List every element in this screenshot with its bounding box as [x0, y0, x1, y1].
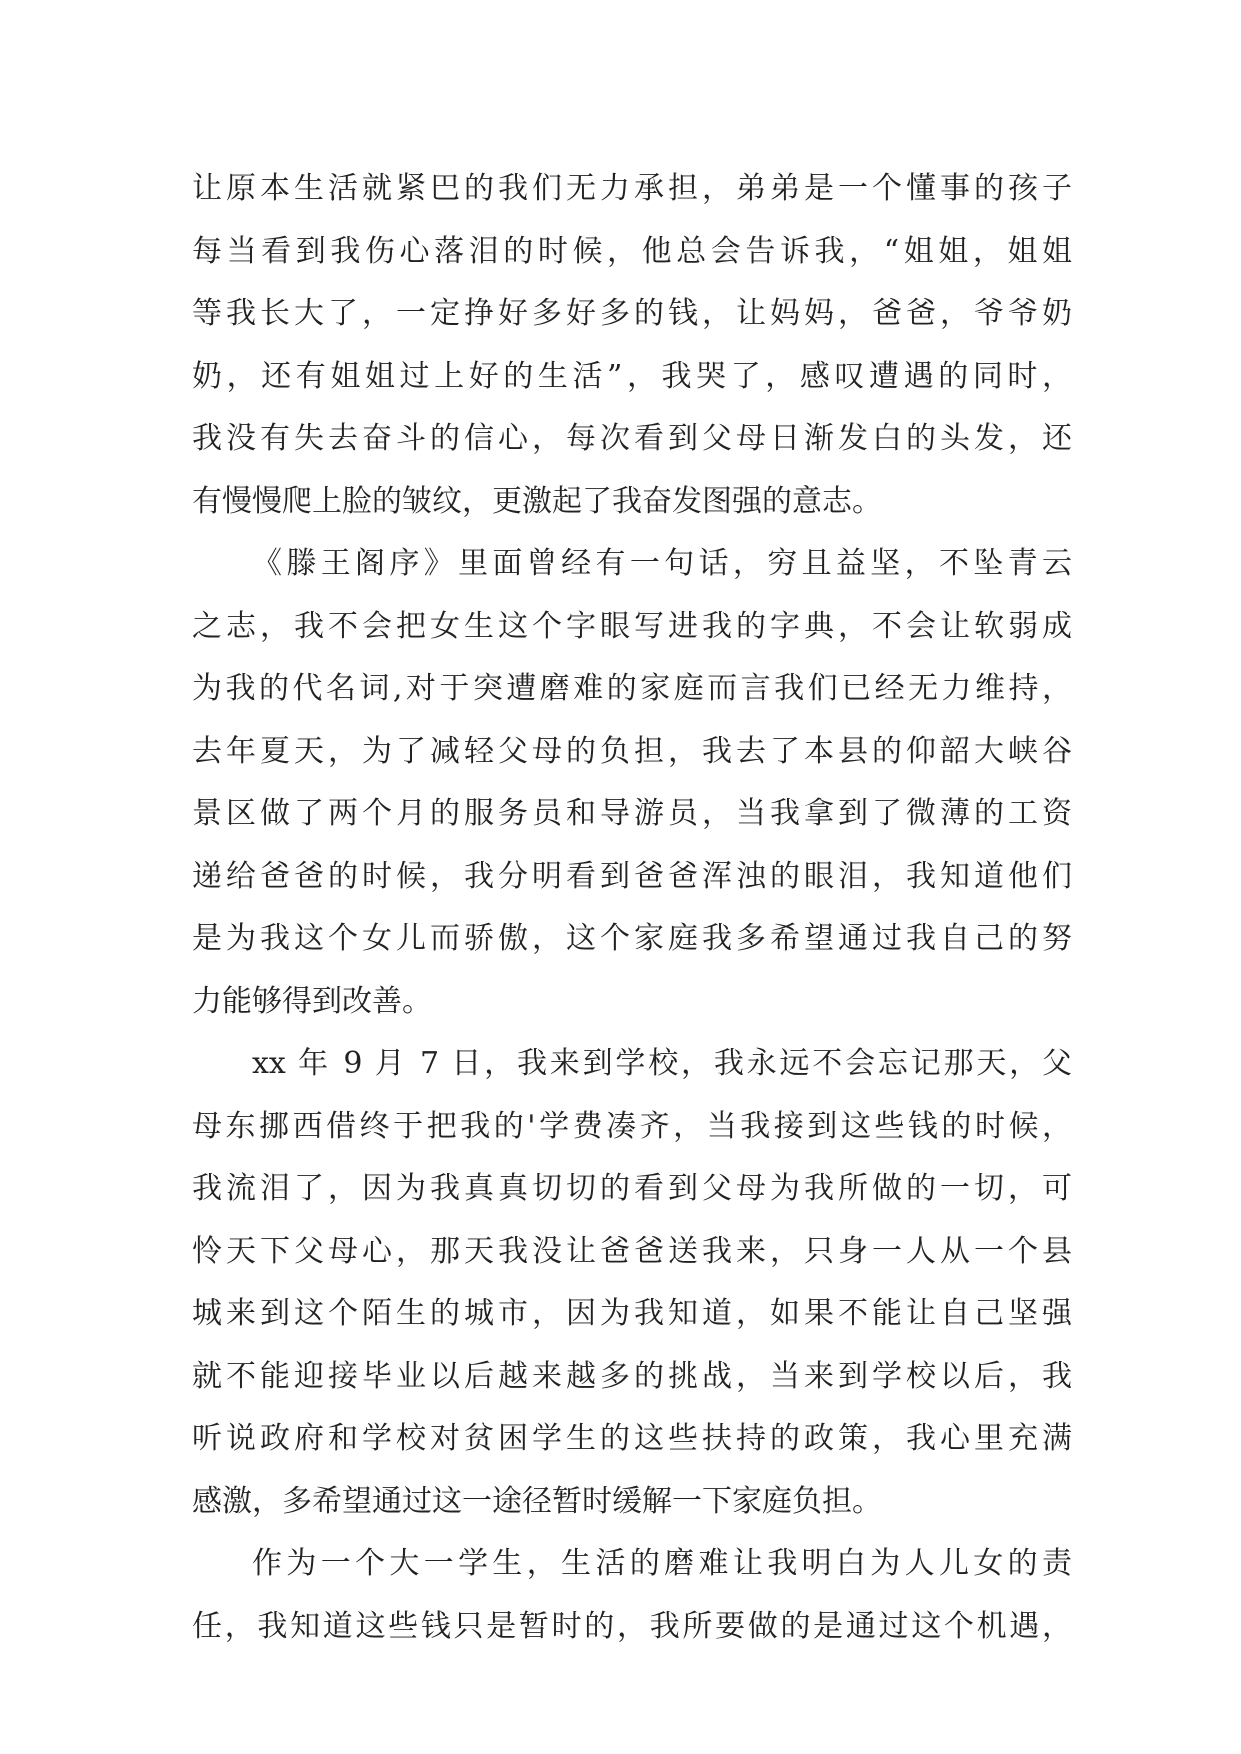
- document-body: [192, 158, 1072, 1658]
- text-line: 听说政府和学校对贫困学生的这些扶持的政策，我心里充满: [192, 1421, 1072, 1456]
- text-line: 就不能迎接毕业以后越来越多的挑战，当来到学校以后，我: [192, 1358, 1072, 1394]
- paragraph-3: [192, 1033, 1072, 1533]
- text-line: 之志，我不会把女生这个字眼写进我的字典，不会让软弱成: [192, 608, 1072, 644]
- text-line: 等我长大了，一定挣好多好多的钱，让妈妈，爸爸，爷爷奶: [192, 296, 1072, 331]
- text-line: xx 年 9 月 7 日，我来到学校，我永远不会忘记那天，父: [252, 1046, 1072, 1081]
- text-line: 《滕王阁序》里面曾经有一句话，穷且益坚，不坠青云: [252, 546, 1072, 581]
- text-line: 我没有失去奋斗的信心，每次看到父母日渐发白的头发，还: [192, 421, 1072, 456]
- text-line: 让原本生活就紧巴的我们无力承担，弟弟是一个懂事的孩子: [192, 171, 1072, 206]
- paragraph-2: [192, 533, 1072, 1033]
- text-line: 去年夏天，为了减轻父母的负担，我去了本县的仰韶大峡谷: [192, 733, 1072, 769]
- text-line: 我流泪了，因为我真真切切的看到父母为我所做的一切，可: [192, 1171, 1072, 1206]
- text-line: 力能够得到改善。: [192, 983, 432, 1019]
- text-line: 是为我这个女儿而骄傲，这个家庭我多希望通过我自己的努: [192, 921, 1072, 956]
- text-line: 奶，还有姐姐过上好的生活”，我哭了，感叹遭遇的同时，: [192, 358, 1072, 394]
- text-line: 任，我知道这些钱只是暂时的，我所要做的是通过这个机遇，: [192, 1608, 1072, 1644]
- text-line: 作为一个大一学生，生活的磨难让我明白为人儿女的责: [252, 1546, 1072, 1581]
- text-line: 递给爸爸的时候，我分明看到爸爸浑浊的眼泪，我知道他们: [192, 858, 1072, 894]
- text-line: 感激，多希望通过这一途径暂时缓解一下家庭负担。: [192, 1483, 882, 1519]
- text-line: 景区做了两个月的服务员和导游员，当我拿到了微薄的工资: [192, 796, 1072, 831]
- text-line: 怜天下父母心，那天我没让爸爸送我来，只身一人从一个县: [192, 1233, 1072, 1269]
- paragraph-1: [192, 158, 1072, 533]
- text-line: 为我的代名词,对于突遭磨难的家庭而言我们已经无力维持，: [192, 671, 1072, 706]
- paragraph-4: [192, 1533, 1072, 1658]
- text-line: 每当看到我伤心落泪的时候，他总会告诉我，“姐姐，姐姐: [192, 233, 1072, 269]
- text-line: 有慢慢爬上脸的皱纹，更激起了我奋发图强的意志。: [192, 483, 882, 519]
- text-line: 母东挪西借终于把我的'学费凑齐，当我接到这些钱的时候，: [192, 1108, 1072, 1144]
- text-line: 城来到这个陌生的城市，因为我知道，如果不能让自己坚强: [192, 1296, 1072, 1331]
